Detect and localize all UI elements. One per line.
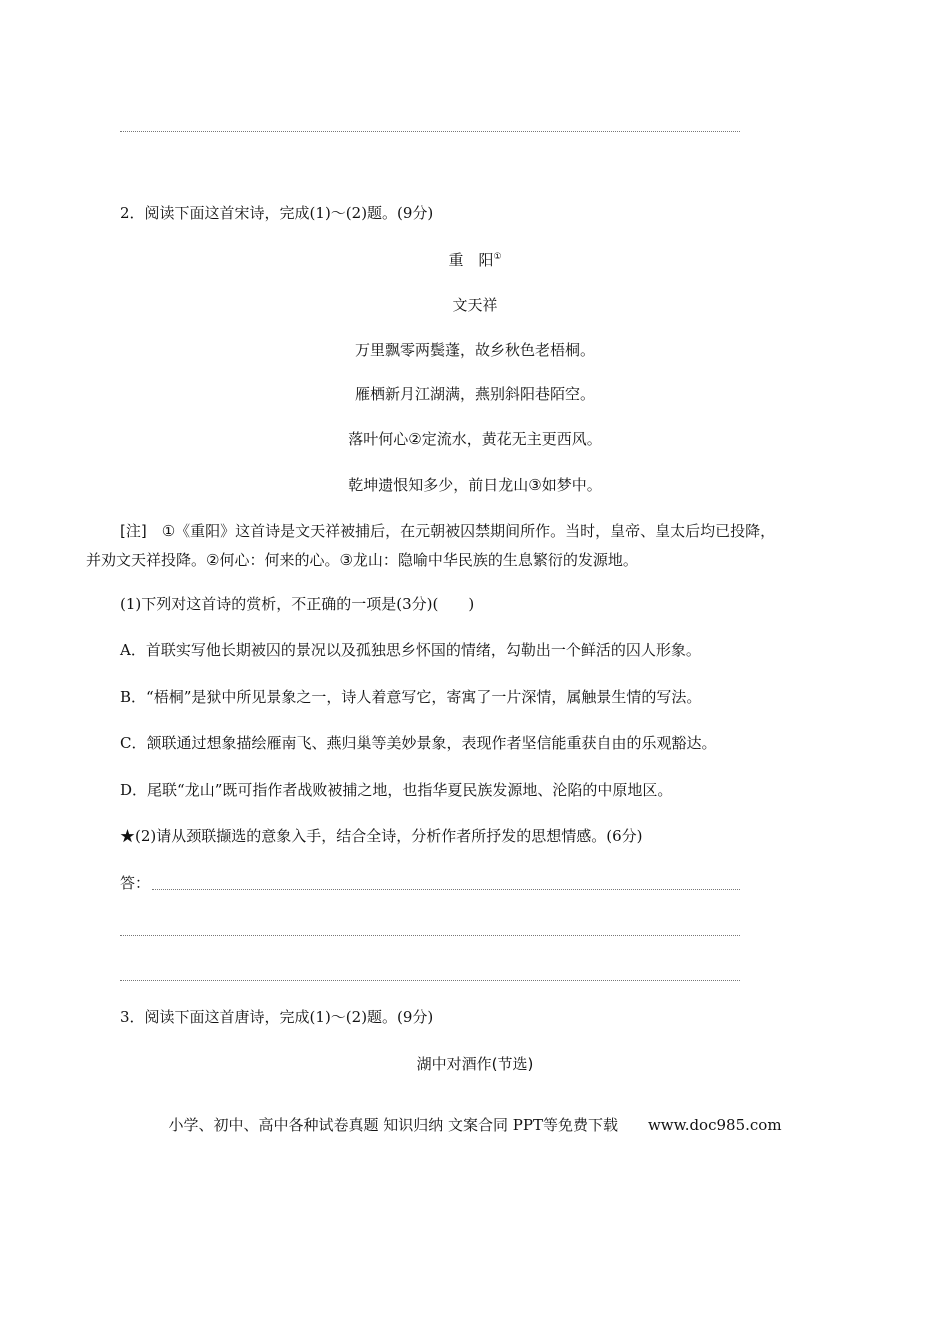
answer-line-1[interactable] <box>152 889 740 890</box>
poem-note-line-2: 并劝文天祥投降。②何心：何来的心。③龙山：隐喻中华民族的生息繁衍的发源地。 <box>86 551 638 569</box>
sub-question-2: ★(2)请从颈联撷选的意象入手，结合全诗，分析作者所抒发的思想情感。(6分) <box>120 827 643 845</box>
answer-label: 答： <box>120 874 151 892</box>
poem-line-3: 落叶何心②定流水，黄花无主更西风。 <box>348 430 602 448</box>
question-3-stem: 3．阅读下面这首唐诗，完成(1)～(2)题。(9分) <box>120 1008 434 1026</box>
poem-title-footnote-mark: ① <box>493 252 502 262</box>
poem-line-2: 雁栖新月江湖满，燕别斜阳巷陌空。 <box>354 385 595 403</box>
top-answer-rule <box>120 131 740 132</box>
poem-3-title: 湖中对酒作(节选) <box>416 1055 534 1073</box>
question-2-stem: 2．阅读下面这首宋诗，完成(1)～(2)题。(9分) <box>120 204 434 222</box>
sub-question-1: (1)下列对这首诗的赏析，不正确的一项是(3分)( ) <box>120 595 475 613</box>
option-c: C．颔联通过想象描绘雁南飞、燕归巢等美妙景象，表现作者坚信能重获自由的乐观豁达。 <box>120 734 717 752</box>
poem-line-1: 万里飘零两鬓蓬，故乡秋色老梧桐。 <box>354 341 595 359</box>
poem-line-4: 乾坤遗恨知多少，前日龙山③如梦中。 <box>348 476 602 494</box>
poem-title <box>0 250 950 270</box>
option-a: A．首联实写他长期被囚的景况以及孤独思乡怀国的情绪，勾勒出一个鲜活的囚人形象。 <box>120 641 701 659</box>
option-d: D．尾联“龙山”既可指作者战败被捕之地，也指华夏民族发源地、沦陷的中原地区。 <box>120 781 673 799</box>
poem-author: 文天祥 <box>452 296 498 314</box>
option-b: B．“梧桐”是狱中所见景象之一，诗人着意写它，寄寓了一片深情，属触景生情的写法。 <box>120 688 702 706</box>
poem-title-text: 重 阳 <box>448 251 494 269</box>
poem-note-line-1: [注] ①《重阳》这首诗是文天祥被捕后，在元朝被囚禁期间所作。当时，皇帝、皇太后均已投降， <box>120 522 776 540</box>
page-footer: 小学、初中、高中各种试卷真题 知识归纳 文案合同 PPT等免费下载 www.doc985.com <box>168 1116 782 1134</box>
answer-line-3[interactable] <box>120 980 740 981</box>
answer-line-2[interactable] <box>120 935 740 936</box>
